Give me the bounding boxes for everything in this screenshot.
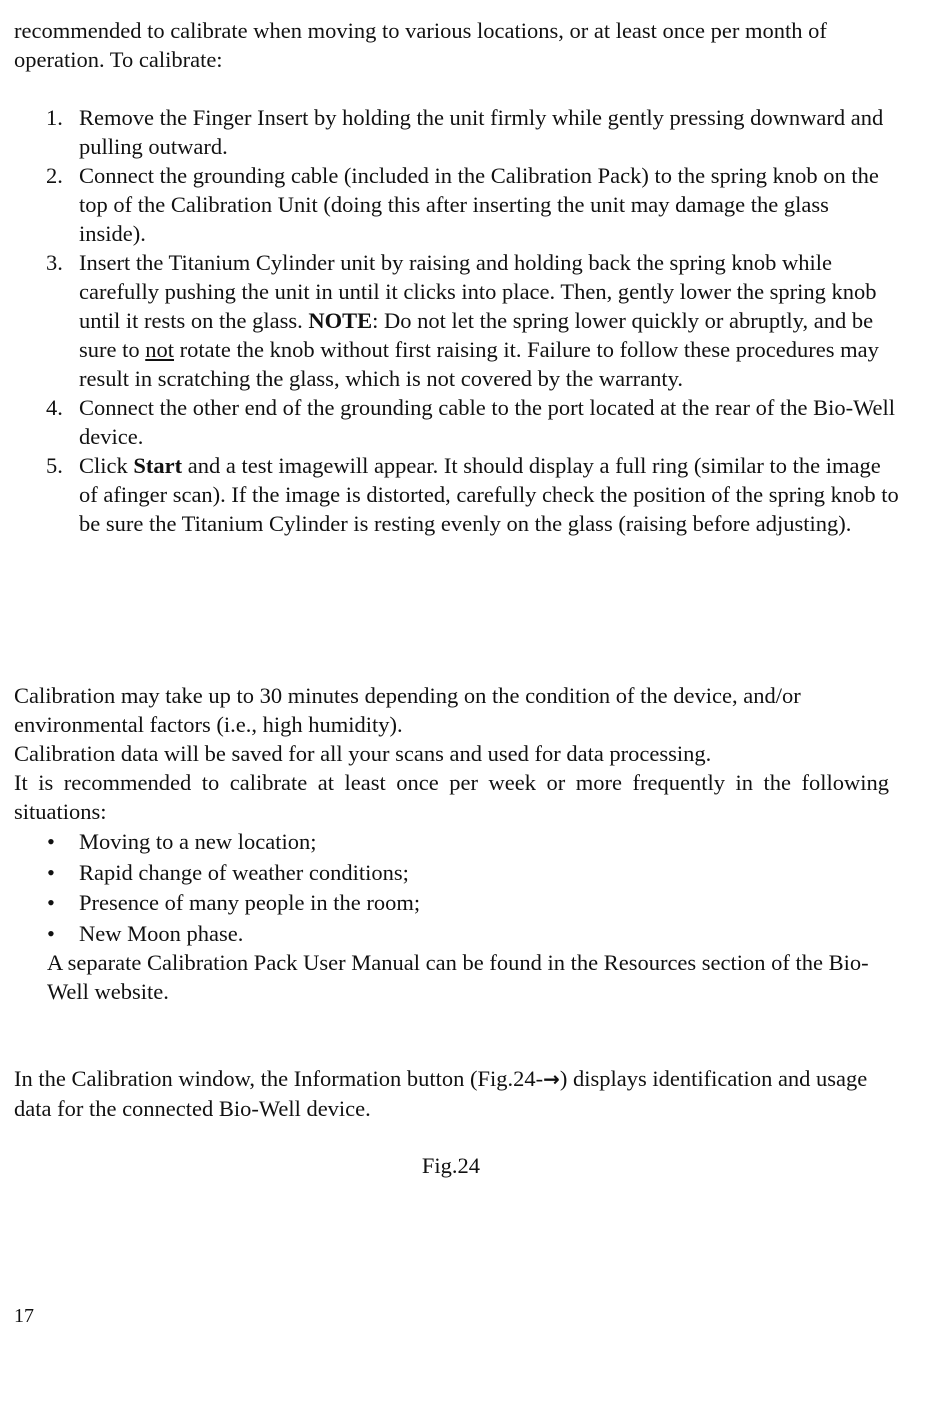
info-text: ) displays identification and usage data for the connected Bio-Well device. <box>14 1066 868 1121</box>
step-text: Connect the other end of the grounding cable to the port located at the rear of the Bio-Well device. <box>79 395 896 449</box>
step-2 <box>0 161 900 248</box>
step-number: 4. <box>46 395 63 420</box>
list-item-text: Moving to a new location; <box>79 829 317 854</box>
page-number: 17 <box>14 1305 34 1327</box>
step-4 <box>0 393 900 451</box>
list-item <box>0 919 900 950</box>
step-5 <box>0 451 900 538</box>
calibration-steps <box>0 103 900 538</box>
situations-list <box>0 827 900 949</box>
note-label: NOTE <box>308 308 373 333</box>
step-text: rotate the knob without first raising it. Failure to follow these procedures may result in scratching the glass, which is not covered by the warranty. <box>79 337 879 391</box>
list-item <box>0 858 900 889</box>
step-number: 1. <box>46 105 63 130</box>
intro-paragraph: recommended to calibrate when moving to various locations, or at least once per month of operation. To calibrate: <box>14 18 827 72</box>
bullet-icon: • <box>47 890 55 915</box>
arrow-right-icon: → <box>543 1067 560 1091</box>
start-label: Start <box>133 453 183 478</box>
step-number: 3. <box>46 250 63 275</box>
saved-paragraph: Calibration data will be saved for all your scans and used for data processing. <box>14 741 712 766</box>
list-item-text: Rapid change of weather conditions; <box>79 859 409 885</box>
info-paragraph <box>14 1064 894 1123</box>
step-text: : Do not let the spring lower quickly or abruptly, and be sure to <box>79 308 874 362</box>
step-number: 5. <box>46 453 63 478</box>
duration-paragraph: Calibration may take up to 30 minutes depending on the condition of the device, and/or environmental factors (i.e., high humidity). <box>14 683 801 737</box>
bullet-icon: • <box>47 859 55 885</box>
figure-caption: Fig.24 <box>421 1153 481 1178</box>
list-item-text: New Moon phase. <box>79 920 244 946</box>
recommend-paragraph: It is recommended to calibrate at least once per week or more frequently in the following situations: <box>14 770 889 824</box>
manual-paragraph: A separate Calibration Pack User Manual can be found in the Resources section of the Bio-Well website. <box>47 950 869 1004</box>
list-item <box>0 888 900 919</box>
bullet-icon: • <box>47 920 55 946</box>
info-text: In the Calibration window, the Information button (Fig.24- <box>14 1066 544 1091</box>
step-text: Click <box>79 453 134 478</box>
step-1 <box>0 103 900 161</box>
bullet-icon: • <box>47 829 55 854</box>
step-number: 2. <box>46 163 63 188</box>
step-text: and a test imagewill appear. It should display a full ring (similar to the image of afinger scan). If the image is distorted, carefully check the position of the spring knob to be sure the Titanium Cylinder is resting evenly on the glass (raising before adjusting). <box>79 453 899 536</box>
step-3 <box>0 248 900 393</box>
list-item <box>0 827 900 858</box>
step-text: Connect the grounding cable (included in the Calibration Pack) to the spring knob on the top of the Calibration Unit (doing this after inserting the unit may damage the glass inside). <box>79 163 879 246</box>
emphasis-not: not <box>145 337 175 362</box>
step-text: Insert the Titanium Cylinder unit by raising and holding back the spring knob while carefully pushing the unit in until it clicks into place. Then, gently lower the spring knob until it rests on the glass. <box>79 250 877 333</box>
step-text: Remove the Finger Insert by holding the unit firmly while gently pressing downward and pulling outward. <box>79 105 884 159</box>
list-item-text: Presence of many people in the room; <box>79 890 421 915</box>
